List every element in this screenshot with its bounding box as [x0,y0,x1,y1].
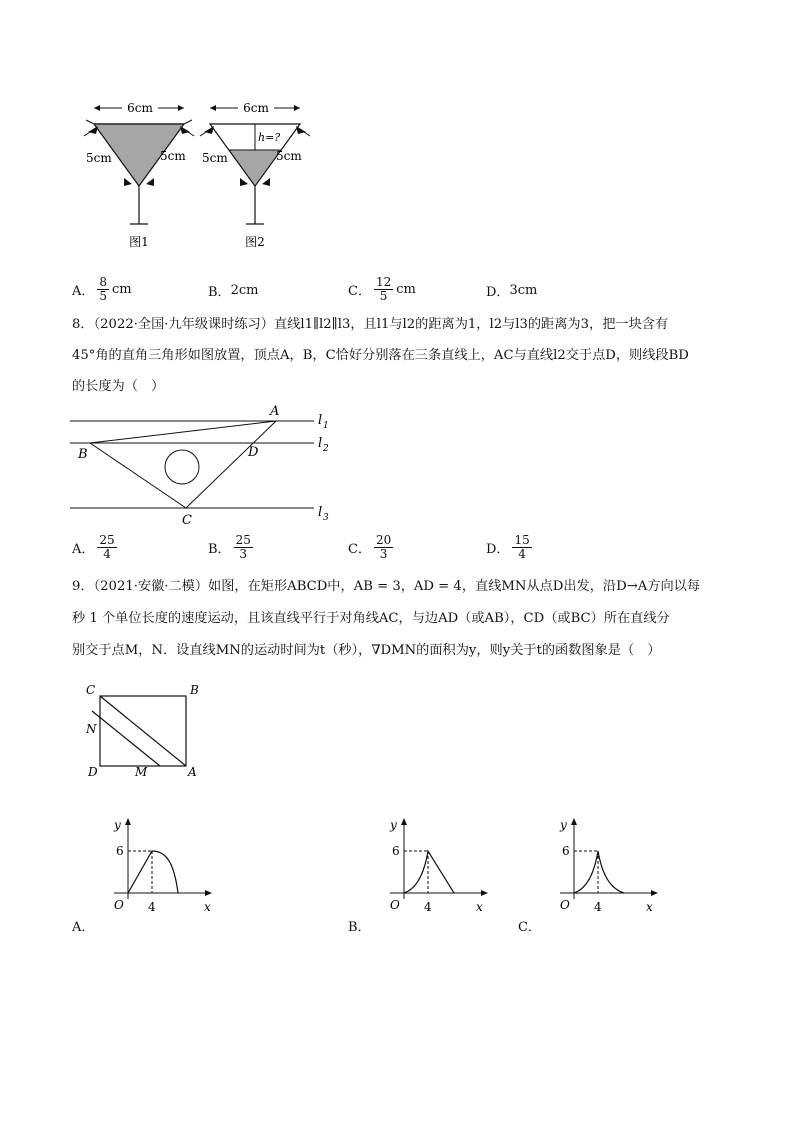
q9-option-b[interactable] [348,916,371,935]
q8-label-l2-sub: 2 [323,444,329,454]
q7-option-a[interactable] [72,276,132,303]
q7-fig2-top-label: 6cm [243,101,269,115]
graph-y-label: y [560,818,567,832]
q8-label-l3: l [318,505,323,520]
q8-label-l1-sub: 1 [323,421,329,431]
fraction [234,534,253,561]
fraction-numerator: 8 [99,275,108,289]
option-text: 3cm [509,282,538,298]
q7-option-d[interactable] [486,276,537,304]
q7-option-b[interactable] [208,276,258,304]
graph-x-tick: 4 [594,900,602,914]
q8-option-c[interactable] [348,534,396,561]
graph-y-tick: 6 [116,844,124,858]
q9-label-m: M [135,765,148,779]
option-letter: C． [348,284,371,299]
option-unit: cm [396,282,416,297]
option-unit: cm [112,282,132,297]
q8-label-l2: l [318,436,323,451]
fraction-denominator: 4 [103,547,111,561]
graph-origin-label: O [114,898,124,912]
fraction-denominator: 3 [379,547,388,561]
q9-option-a[interactable] [72,916,94,935]
q9-stem-line-1: 9．（2021·安徽·二模）如图，在矩形ABCD中，AB = 3，AD = 4，直线MN从点D出发，沿D→A方向以每 [72,579,701,594]
option-letter: A． [72,542,95,557]
option-letter: B． [348,920,371,935]
q9-label-b: B [190,683,199,697]
q9-label-c: C [86,683,96,697]
graph-x-tick: 4 [148,900,156,914]
fraction [374,534,393,561]
graph-y-label: y [390,818,397,832]
q9-rectangle-figure [80,680,210,780]
q8-stem-line-3: 的长度为（ ） [72,379,165,394]
q8-stem-line-2: 45°角的直角三角形如图放置，顶点A，B，C恰好分别落在三条直线上，AC与直线l2交于点D，则线段BD [72,348,689,363]
fraction [97,276,109,303]
fraction-numerator: 25 [99,533,115,547]
q9-graph-b [376,815,496,915]
option-letter: C． [348,542,371,557]
q9-label-n: N [86,722,97,736]
q7-option-c[interactable] [348,276,416,303]
option-letter: A． [72,284,95,299]
q8-stem-line-1: 8．（2022·全国·九年级课时练习）直线l1∥l2∥l3，且l1与l2的距离为1，l2与l3的距离为3，把一块含有 [72,317,669,332]
q8-option-b[interactable] [208,534,256,561]
q7-figure-1 [80,100,200,260]
graph-y-tick: 6 [562,844,570,858]
q7-fig2-caption: 图2 [245,235,265,249]
fraction-numerator: 25 [235,533,251,547]
fraction-numerator: 20 [375,533,392,547]
q7-fig1-caption: 图1 [129,235,149,249]
q9-label-a: A [188,765,197,779]
q9-label-d: D [88,765,98,779]
q7-figure-2 [196,100,316,260]
graph-x-label: x [476,900,483,914]
option-letter: D． [486,542,510,557]
q8-label-l3-sub: 3 [323,513,329,523]
q7-fig1-right-label: 5cm [160,149,186,163]
q8-label-l1: l [318,413,323,428]
q7-fig2-h-label: h=? [258,131,281,144]
q7-fig1-left-label: 5cm [86,151,112,165]
q9-graph-c [546,815,666,915]
q7-fig1-top-label: 6cm [127,101,153,115]
option-text: 2cm [230,282,259,298]
option-letter: B． [208,284,231,300]
fraction-numerator: 12 [375,275,392,289]
option-letter: D． [486,284,510,300]
graph-x-tick: 4 [424,900,432,914]
fraction-denominator: 5 [99,289,108,303]
q9-stem-line-2: 秒 1 个单位长度的速度运动，且该直线平行于对角线AC，与边AD（或AB），CD（或BC）所在直线分 [72,611,670,626]
option-letter: B． [208,542,231,557]
q8-option-d[interactable] [486,534,535,561]
fraction-denominator: 4 [518,547,526,561]
graph-origin-label: O [390,898,400,912]
option-letter: A． [72,920,95,935]
graph-origin-label: O [560,898,570,912]
graph-x-label: x [646,900,653,914]
option-letter: C． [518,920,541,935]
q8-label-c: C [182,513,192,528]
graph-x-label: x [204,900,211,914]
q9-stem-line-3: 别交于点M，N．设直线MN的运动时间为t（秒），∇DMN的面积为y，则y关于t的函数图象是（ ） [72,643,661,658]
fraction [512,534,531,561]
q7-fig2-right-label: 5cm [276,149,302,163]
graph-y-tick: 6 [392,844,400,858]
fraction [97,534,116,561]
fraction [374,276,393,303]
fraction-numerator: 15 [514,533,530,547]
q8-label-d: D [248,445,259,460]
q8-option-a[interactable] [72,534,120,561]
fraction-denominator: 5 [379,289,388,303]
fraction-denominator: 3 [239,547,248,561]
q9-graph-a [100,815,220,915]
q8-label-b: B [78,447,88,462]
graph-y-label: y [114,818,121,832]
q8-label-a: A [270,404,280,419]
q7-fig2-left-label: 5cm [202,151,228,165]
q9-option-c[interactable] [518,916,541,935]
q8-figure [70,400,350,530]
